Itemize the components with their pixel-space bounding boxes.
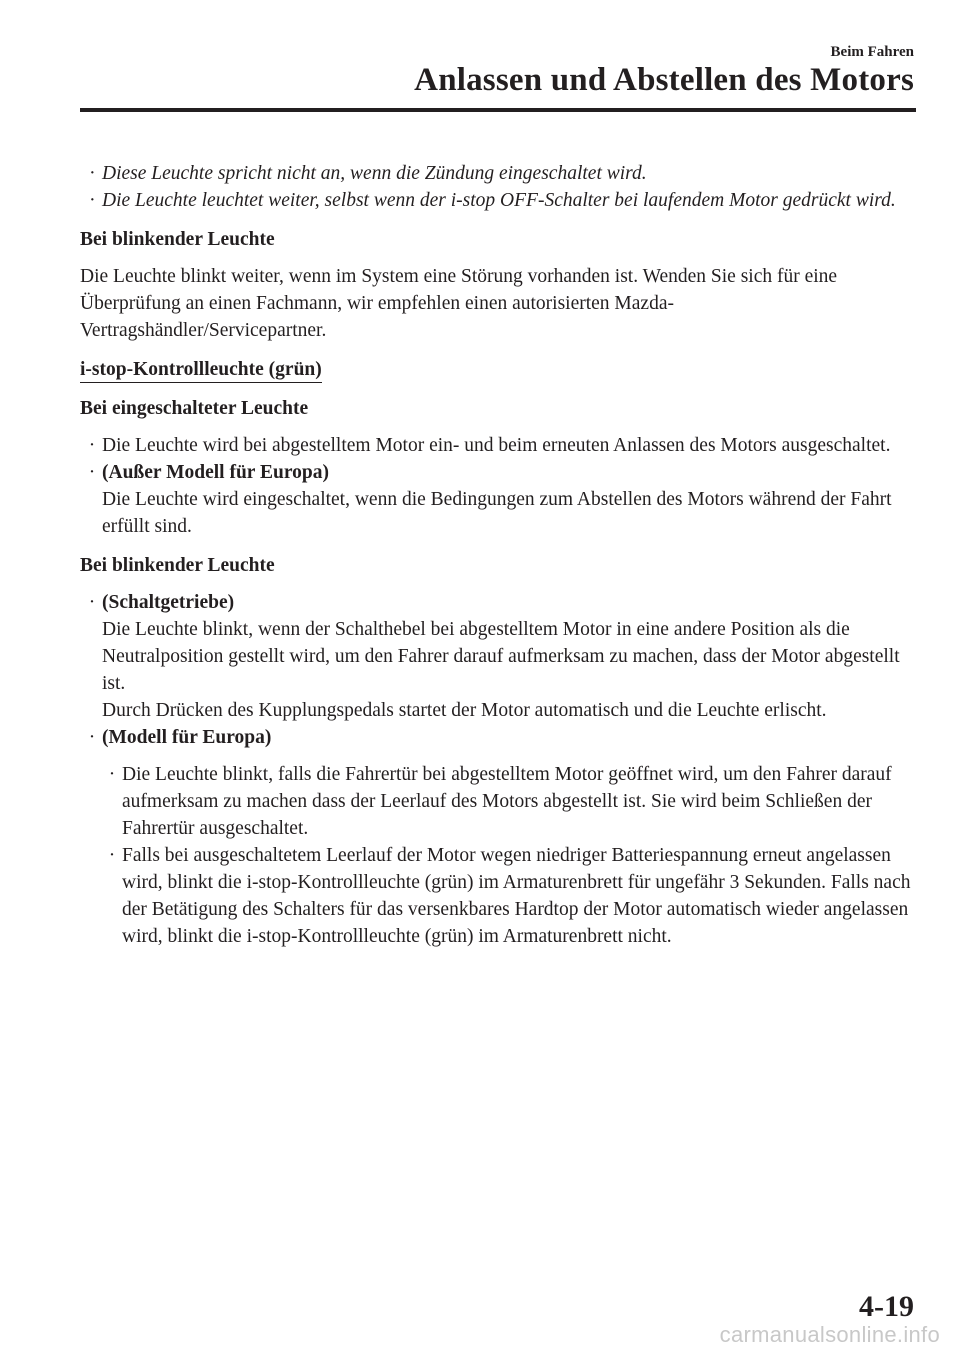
nested-list-item — [80, 761, 918, 842]
section-heading: Bei eingeschalteter Leuchte — [80, 398, 309, 419]
paragraph: Die Leuchte blinkt weiter, wenn im System eine Störung vorhanden ist. Wenden Sie sich für eine Überprüfung an einen Fachmann, wir empfehlen einen autorisierten Mazda-Vertragshändler/Servicepartner. — [80, 266, 838, 341]
bullet-dot: · — [88, 435, 96, 456]
header-divider — [80, 108, 916, 112]
section-heading: Bei blinkender Leuchte — [80, 229, 275, 250]
list-item — [80, 160, 918, 187]
list-item — [80, 589, 918, 724]
section-heading: Bei blinkender Leuchte — [80, 555, 275, 576]
list-item — [80, 459, 918, 540]
subsection-heading: i-stop-Kontrollleuchte (grün) — [80, 358, 322, 383]
bullet-dot: · — [88, 592, 96, 613]
bullet-dot: · — [89, 190, 95, 211]
list-item-label: (Schaltgetriebe) — [102, 592, 235, 613]
list-item-text: Durch Drücken des Kupplungspedals startet der Motor automatisch und die Leuchte erlischt. — [102, 700, 827, 721]
bullet-dot: · — [88, 727, 96, 748]
nested-list-item — [80, 842, 918, 950]
bullet-dot: · — [108, 764, 116, 785]
list-item — [80, 724, 918, 751]
bullet-dot: · — [108, 845, 116, 866]
list-item — [80, 432, 918, 459]
page-content — [80, 160, 918, 950]
bullet-dot: · — [88, 462, 96, 483]
header-section-label: Beim Fahren — [830, 44, 914, 60]
page-number: 4-19 — [859, 1290, 914, 1323]
page-title: Anlassen und Abstellen des Motors — [414, 62, 914, 98]
list-item-text: Die Leuchte wird eingeschaltet, wenn die Bedingungen zum Abstellen des Motors während der Fahrt erfüllt sind. — [102, 489, 892, 537]
list-item-text: Die Leuchte leuchtet weiter, selbst wenn der i-stop OFF-Schalter bei laufendem Motor gedrückt wird. — [102, 190, 896, 211]
list-item-text: Die Leuchte blinkt, falls die Fahrertür bei abgestelltem Motor geöffnet wird, um den Fahrer darauf aufmerksam zu machen dass der Leerlauf des Motors abgestellt ist. Sie wird beim Schließen der Fahrertür ausgeschaltet. — [122, 764, 892, 839]
list-item-text: Die Leuchte blinkt, wenn der Schalthebel bei abgestelltem Motor in eine andere Position als die Neutralposition gestellt wird, um den Fahrer darauf aufmerksam zu machen, dass der Motor abgestellt ist. — [102, 619, 900, 694]
list-item-label: (Außer Modell für Europa) — [102, 462, 329, 483]
list-item-text: Diese Leuchte spricht nicht an, wenn die Zündung eingeschaltet wird. — [102, 163, 647, 184]
list-item-text: Die Leuchte wird bei abgestelltem Motor ein- und beim erneuten Anlassen des Motors ausgeschaltet. — [102, 435, 891, 456]
list-item — [80, 187, 918, 214]
watermark: carmanualsonline.info — [719, 1322, 940, 1347]
list-item-label: (Modell für Europa) — [102, 727, 272, 748]
list-item-text: Falls bei ausgeschaltetem Leerlauf der Motor wegen niedriger Batteriespannung erneut angelassen wird, blinkt die i-stop-Kontrollleuchte (grün) im Armaturenbrett für ungefähr 3 Sekunden. Falls nach der Betätigung des Schalters für das versenkbares Hardtop der Motor automatisch wieder angelassen wird, blinkt die i-stop-Kontrollleuchte (grün) im Armaturenbrett nicht. — [122, 845, 911, 947]
bullet-dot: · — [89, 163, 95, 184]
